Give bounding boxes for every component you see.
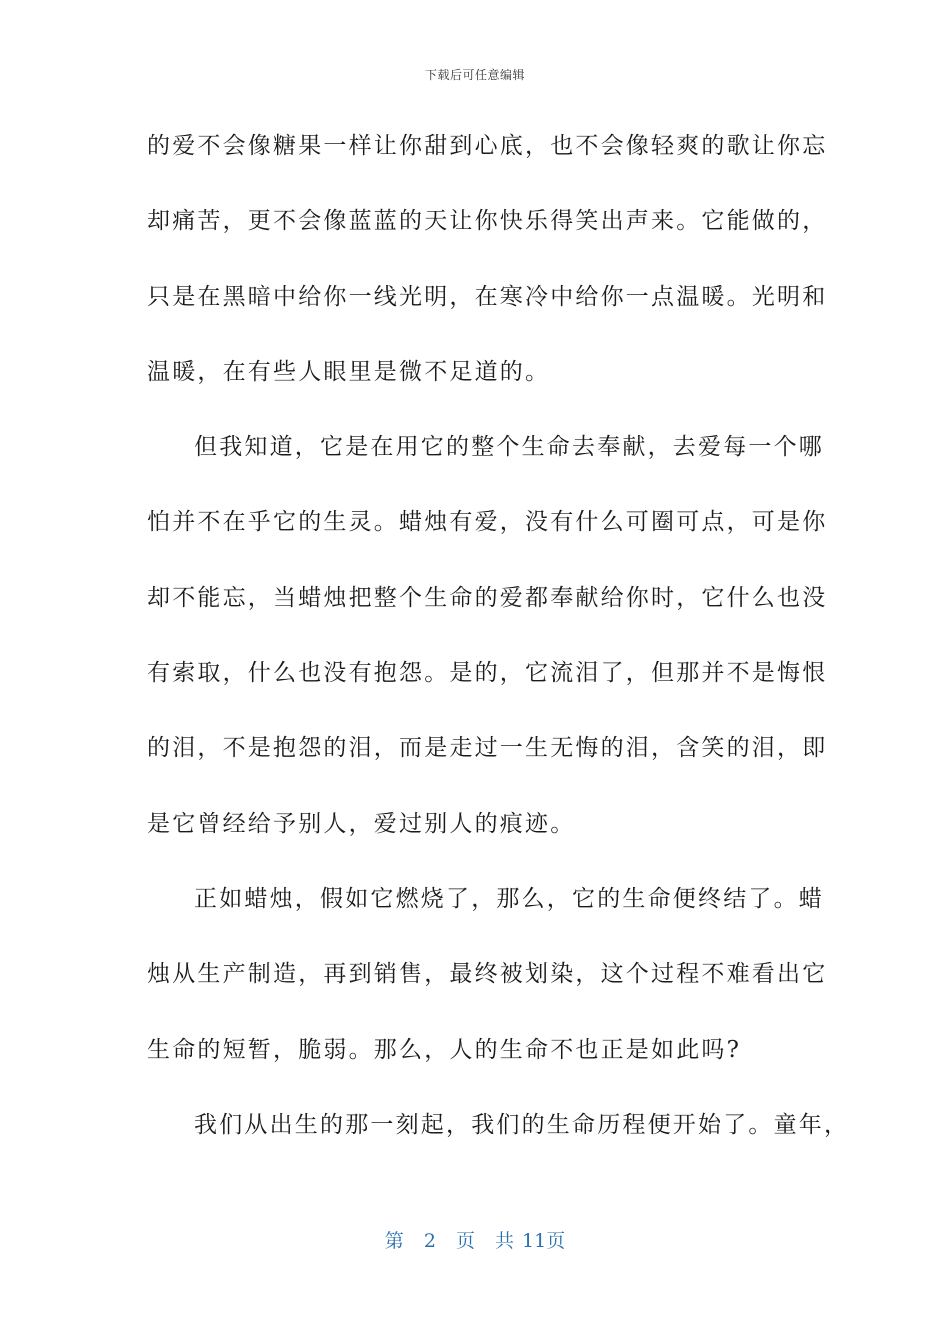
paragraph-start-line: 正如蜡烛，假如它燃烧了，那么，它的生命便终结了。蜡 <box>194 885 824 912</box>
footer-total-prefix: 共 <box>495 1230 515 1252</box>
text-line: 的爱不会像糖果一样让你甜到心底，也不会像轻爽的歌让你忘 <box>147 133 828 159</box>
total-pages: 11页 <box>522 1230 566 1252</box>
footer-prefix: 第 <box>384 1230 404 1252</box>
text-line: 却不能忘，当蜡烛把整个生命的爱都奉献给你时，它什么也没 <box>147 584 828 611</box>
document-body <box>147 124 850 1178</box>
text-line: 的泪，不是抱怨的泪，而是走过一生无悔的泪，含笑的泪，即 <box>147 735 828 762</box>
text-line: 生命的短暂，脆弱。那么，人的生命不也正是如此吗? <box>147 1036 742 1063</box>
footer-page-word: 页 <box>455 1230 475 1252</box>
paragraph-start-line: 但我知道，它是在用它的整个生命去奉献，去爱每一个哪 <box>194 434 824 461</box>
page-number-footer <box>0 1226 950 1253</box>
text-line: 怕并不在乎它的生灵。蜡烛有爱，没有什么可圈可点，可是你 <box>147 509 828 536</box>
text-line: 却痛苦，更不会像蓝蓝的天让你快乐得笑出声来。它能做的， <box>147 208 828 235</box>
text-line: 烛从生产制造，再到销售，最终被划染，这个过程不难看出它 <box>147 961 828 988</box>
paragraph-start-line: 我们从出生的那一刻起，我们的生命历程便开始了。童年， <box>194 1111 850 1138</box>
text-line: 温暖，在有些人眼里是微不足道的。 <box>147 358 551 385</box>
text-line: 有索取，什么也没有抱怨。是的，它流泪了，但那并不是悔恨 <box>147 660 828 687</box>
text-line: 是它曾经给予别人，爱过别人的痕迹。 <box>147 810 576 837</box>
text-line: 只是在黑暗中给你一线光明，在寒冷中给你一点温暖。光明和 <box>147 283 828 310</box>
page-header: 下载后可任意编辑 <box>424 68 525 82</box>
current-page-number: 2 <box>423 1230 436 1252</box>
